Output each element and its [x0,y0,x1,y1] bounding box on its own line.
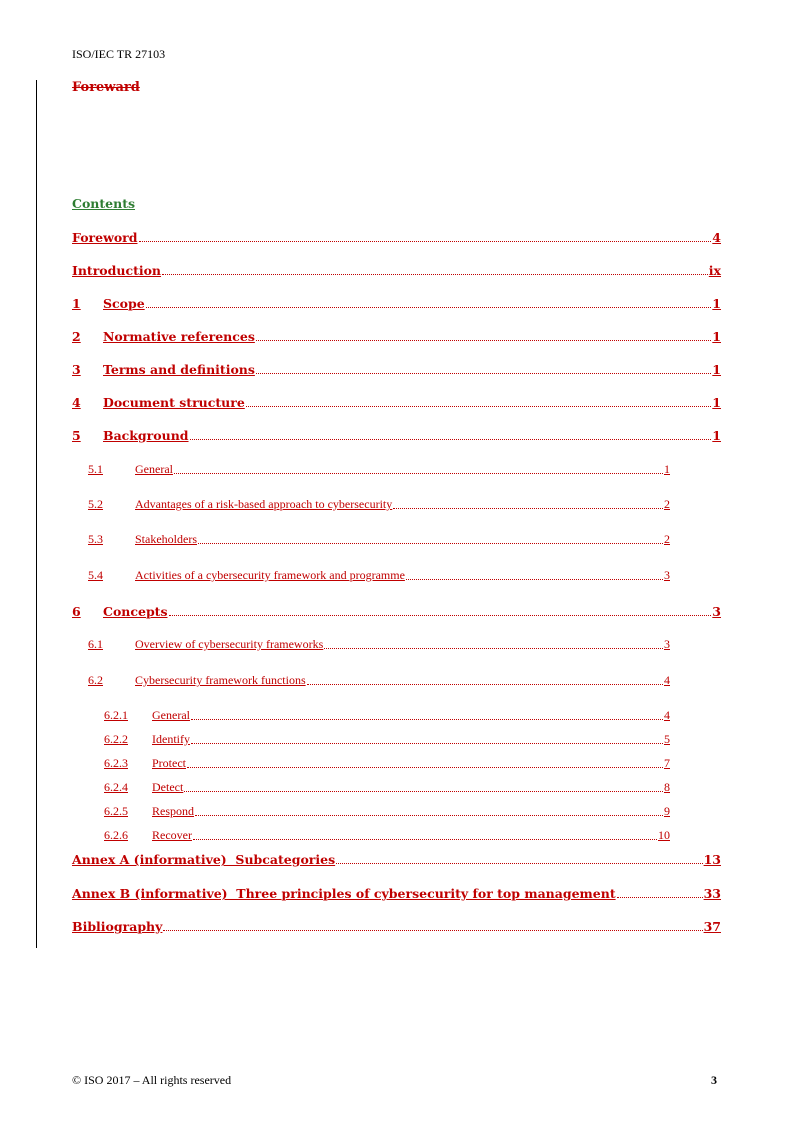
toc-entry-title: General [135,462,173,476]
toc-entry-page: 5 [664,732,670,746]
toc-entry-title: Document structure [103,395,245,410]
toc-entry[interactable] [88,637,670,652]
toc-entry-number: 2 [72,329,81,344]
toc-leader-dots [393,507,663,509]
toc-leader-dots [246,405,712,407]
toc-entry-page: 33 [703,886,721,901]
toc-entry[interactable] [104,828,670,843]
toc-entry[interactable] [88,673,670,688]
toc-entry-title: Bibliography [72,919,163,934]
toc-entry-page: 4 [664,673,670,687]
toc-entry-number: 6.2.4 [104,780,128,794]
toc-entry[interactable] [72,362,721,377]
toc-entry-number: 5 [72,428,81,443]
toc-entry-number: 5.2 [88,497,103,511]
toc-leader-dots [139,240,712,242]
toc-entry[interactable] [72,296,721,311]
toc-entry[interactable] [104,756,670,771]
toc-leader-dots [190,438,712,440]
deleted-heading-foreward: Foreward [72,80,140,95]
toc-entry-page: 3 [664,568,670,582]
toc-leader-dots [324,647,663,649]
toc-entry-number: 6.2.3 [104,756,128,770]
toc-entry-title: Overview of cybersecurity frameworks [135,637,324,651]
toc-entry-title: Respond [152,804,194,818]
toc-entry-number: 6.2.2 [104,732,128,746]
toc-entry[interactable] [72,604,721,619]
toc-entry-number: 5.1 [88,462,103,476]
toc-entry-number: 5.3 [88,532,103,546]
toc-entry-page: 1 [712,362,721,377]
toc-entry-page: 13 [703,852,721,867]
toc-leader-dots [307,683,663,685]
toc-entry[interactable] [104,804,670,819]
toc-entry-title: Stakeholders [135,532,197,546]
toc-entry-page: 9 [664,804,670,818]
toc-entry[interactable] [72,329,721,344]
toc-entry-page: 3 [712,604,721,619]
toc-entry-page: 10 [658,828,670,842]
toc-entry-title: Foreword [72,230,138,245]
toc-entry-title: Terms and definitions [103,362,255,377]
toc-leader-dots [256,372,711,374]
toc-entry-page: 4 [712,230,721,245]
toc-entry[interactable] [88,497,670,512]
toc-entry[interactable] [72,852,721,867]
toc-leader-dots [184,790,663,792]
toc-entry-number: 3 [72,362,81,377]
toc-entry-title: Scope [103,296,145,311]
toc-entry-title: Introduction [72,263,162,278]
toc-entry[interactable] [88,568,670,583]
toc-leader-dots [198,542,663,544]
toc-leader-dots [617,896,703,898]
toc-leader-dots [256,339,711,341]
toc-entry-number: 6 [72,604,81,619]
toc-entry-page: 7 [664,756,670,770]
toc-leader-dots [146,306,712,308]
toc-entry-title: Detect [152,780,184,794]
toc-entry-page: 3 [664,637,670,651]
copyright-notice: © ISO 2017 – All rights reserved [72,1073,232,1087]
toc-entry-number: 5.4 [88,568,103,582]
toc-leader-dots [191,742,663,744]
toc-entry-number: 6.2.1 [104,708,128,722]
toc-entry[interactable] [72,886,721,901]
toc-entry[interactable] [104,780,670,795]
toc-leader-dots [195,814,663,816]
toc-entry-page: 2 [664,532,670,546]
toc-entry-title: Annex B (informative) Three principles of cybersecurity for top management [72,886,616,901]
document-id: ISO/IEC TR 27103 [72,47,166,61]
toc-entry-title: Cybersecurity framework functions [135,673,306,687]
toc-entry-number: 6.2.6 [104,828,128,842]
toc-entry-page: 1 [712,296,721,311]
toc-entry-number: 1 [72,296,81,311]
toc-entry-page: 8 [664,780,670,794]
toc-leader-dots [169,614,712,616]
toc-entry-page: 4 [664,708,670,722]
toc-entry-page: 2 [664,497,670,511]
toc-leader-dots [187,766,663,768]
toc-entry-title: Advantages of a risk-based approach to cybersecurity [135,497,393,511]
toc-entry-number: 6.2 [88,673,103,687]
toc-entry-page: ix [708,263,721,278]
toc-entry[interactable] [72,395,721,410]
toc-entry-title: Background [103,428,189,443]
toc-entry[interactable] [72,428,721,443]
toc-entry-title: General [152,708,190,722]
toc-entry[interactable] [104,732,670,747]
toc-entry-title: Activities of a cybersecurity framework and programme [135,568,405,582]
toc-entry[interactable] [72,230,721,245]
toc-entry-page: 1 [712,428,721,443]
toc-entry-title: Annex A (informative) Subcategories [72,852,336,867]
toc-entry-page: 1 [712,329,721,344]
toc-entry-title: Identify [152,732,190,746]
toc-entry[interactable] [104,708,670,723]
toc-leader-dots [191,718,663,720]
toc-leader-dots [336,862,702,864]
toc-entry[interactable] [88,462,670,477]
toc-leader-dots [163,929,702,931]
toc-entry-title: Recover [152,828,192,842]
toc-entry-page: 1 [712,395,721,410]
toc-leader-dots [193,838,657,840]
toc-entry-number: 6.1 [88,637,103,651]
toc-leader-dots [406,578,663,580]
toc-entry-number: 4 [72,395,81,410]
toc-entry-page: 37 [703,919,721,934]
toc-entry-title: Normative references [103,329,255,344]
toc-entry-page: 1 [664,462,670,476]
page-number: 3 [711,1073,717,1087]
contents-heading: Contents [72,196,136,211]
toc-entry[interactable] [88,532,670,547]
toc-entry-title: Protect [152,756,186,770]
toc-leader-dots [162,273,708,275]
toc-entry[interactable] [72,263,721,278]
toc-entry-number: 6.2.5 [104,804,128,818]
change-bar [36,80,37,948]
toc-entry[interactable] [72,919,721,934]
toc-entry-title: Concepts [103,604,168,619]
toc-leader-dots [174,472,663,474]
